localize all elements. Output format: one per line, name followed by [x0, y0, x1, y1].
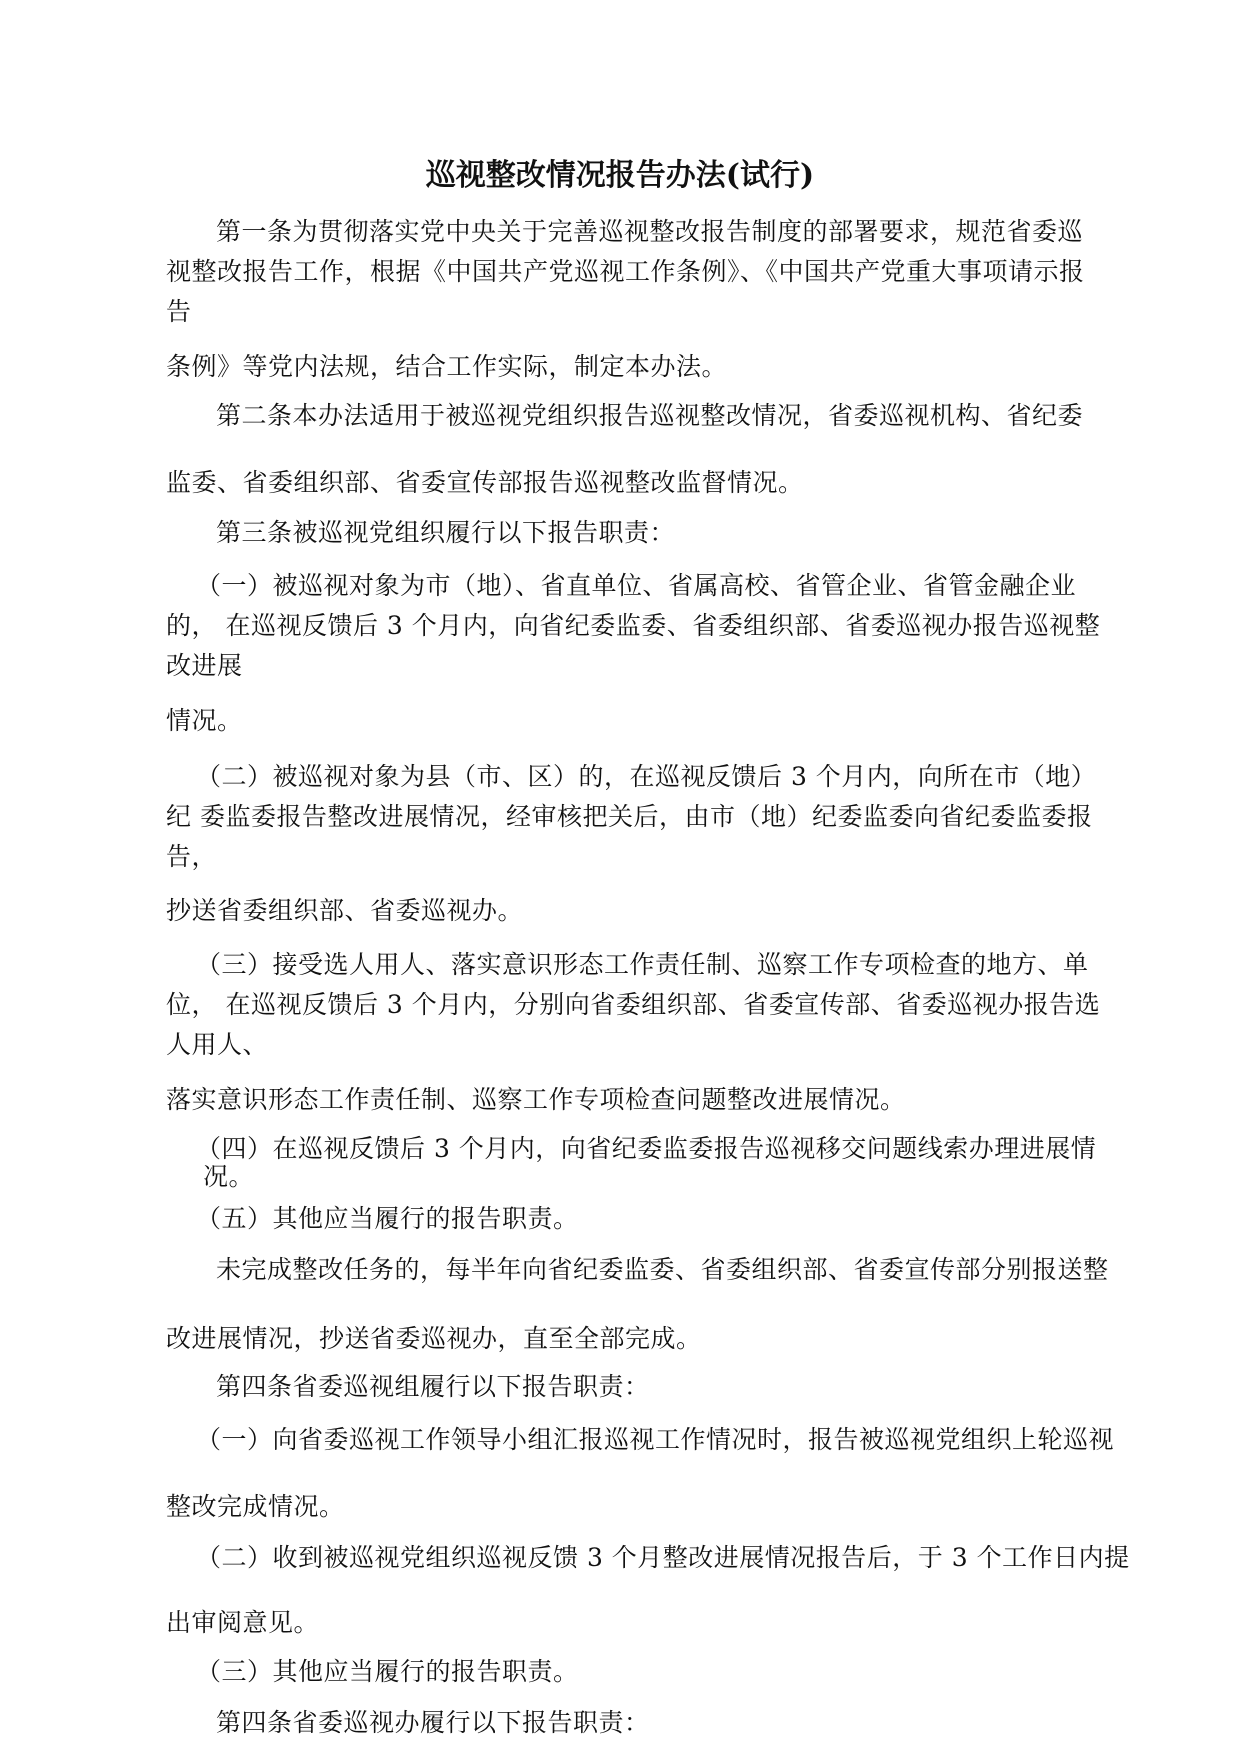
text-line: 落实意识形态工作责任制、巡察工作专项检查问题整改进展情况。	[166, 1085, 906, 1114]
text-line: 第三条被巡视党组织履行以下报告职责：	[216, 518, 676, 547]
text-line: （五）其他应当履行的报告职责。	[196, 1204, 579, 1233]
text-line: （二）收到被巡视党组织巡视反馈 3 个月整改进展情况报告后，于 3 个工作日内提	[196, 1543, 1130, 1572]
text-line: 况。	[203, 1162, 255, 1191]
text-line: 改进展情况，抄送省委巡视办，直至全部完成。	[166, 1324, 702, 1353]
text-line: 监委、省委组织部、省委宣传部报告巡视整改监督情况。	[166, 468, 804, 497]
text-line: 告，	[166, 842, 218, 871]
text-line: 第四条省委巡视组履行以下报告职责：	[216, 1372, 650, 1401]
text-line: 出审阅意见。	[166, 1608, 320, 1637]
text-line: （四）在巡视反馈后 3 个月内，向省纪委监委报告巡视移交问题线索办理进展情	[196, 1134, 1097, 1163]
text-line: 条例》等党内法规，结合工作实际，制定本办法。	[166, 352, 728, 381]
text-line: 整改完成情况。	[166, 1492, 345, 1521]
document-title: 巡视整改情况报告办法(试行)	[425, 158, 815, 193]
text-line: 纪 委监委报告整改进展情况，经审核把关后，由市（地）纪委监委向省纪委监委报	[166, 802, 1093, 831]
text-line: 的， 在巡视反馈后 3 个月内，向省纪委监委、省委组织部、省委巡视办报告巡视整	[166, 611, 1101, 640]
text-line: 改进展	[166, 651, 243, 680]
text-line: 人用人、	[166, 1030, 269, 1059]
text-line: 未完成整改任务的，每半年向省纪委监委、省委组织部、省委宣传部分别报送整	[216, 1255, 1109, 1284]
text-line: 视整改报告工作，根据《中国共产党巡视工作条例》、《中国共产党重大事项请示报	[166, 257, 1085, 286]
text-line: （一）被巡视对象为市（地）、省直单位、省属高校、省管企业、省管金融企业	[196, 571, 1077, 600]
text-line: （三）其他应当履行的报告职责。	[196, 1657, 579, 1686]
text-line: 第四条省委巡视办履行以下报告职责：	[216, 1708, 650, 1737]
text-line: 抄送省委组织部、省委巡视办。	[166, 896, 524, 925]
text-line: （二）被巡视对象为县（市、区）的，在巡视反馈后 3 个月内，向所在市（地）	[196, 762, 1097, 791]
text-line: 第一条为贯彻落实党中央关于完善巡视整改报告制度的部署要求，规范省委巡	[216, 217, 1084, 246]
text-line: （三）接受选人用人、落实意识形态工作责任制、巡察工作专项检查的地方、单	[196, 950, 1089, 979]
text-line: 情况。	[166, 706, 243, 735]
text-line: 第二条本办法适用于被巡视党组织报告巡视整改情况，省委巡视机构、省纪委	[216, 401, 1084, 430]
text-line: 告	[166, 297, 192, 326]
text-line: （一）向省委巡视工作领导小组汇报巡视工作情况时，报告被巡视党组织上轮巡视	[196, 1425, 1115, 1454]
text-line: 位， 在巡视反馈后 3 个月内，分别向省委组织部、省委宣传部、省委巡视办报告选	[166, 990, 1101, 1019]
